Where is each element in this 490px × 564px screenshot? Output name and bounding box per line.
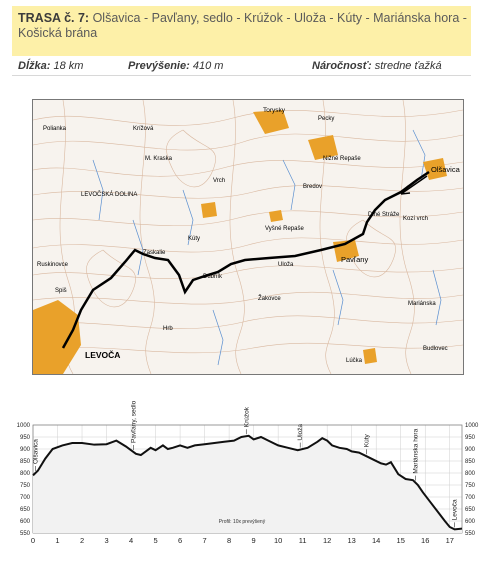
length-stat — [18, 60, 83, 72]
svg-text:Bredov: Bredov — [303, 184, 323, 190]
svg-text:Zaskalie: Zaskalie — [143, 250, 166, 256]
y-tick-label: 750 — [19, 483, 30, 489]
x-tick-label: 7 — [202, 536, 207, 545]
elevation-stat — [128, 60, 223, 72]
annotation-label: Olšavica — [32, 439, 40, 464]
difficulty-value: stredne ťažká — [374, 60, 442, 72]
y-tick-label-right: 1000 — [465, 423, 479, 429]
annotation-label: Levoča — [451, 499, 459, 521]
y-tick-label: 600 — [19, 519, 30, 525]
x-tick-label: 3 — [104, 536, 109, 545]
y-tick-label-right: 800 — [465, 471, 476, 477]
svg-text:Olšavica: Olšavica — [431, 165, 460, 174]
svg-text:Dubník: Dubník — [203, 274, 223, 280]
svg-text:Vrch: Vrch — [213, 178, 226, 184]
y-tick-label: 550 — [19, 531, 30, 537]
y-tick-label: 950 — [19, 435, 30, 441]
y-tick-label-right: 850 — [465, 459, 476, 465]
profile-chart — [0, 400, 490, 559]
svg-text:Nižné Repaše: Nižné Repaše — [323, 156, 361, 162]
x-tick-label: 10 — [273, 536, 283, 545]
y-tick-label-right: 950 — [465, 435, 476, 441]
map-canvas — [33, 100, 463, 374]
svg-text:Pavľany: Pavľany — [341, 255, 369, 264]
length-label: Dĺžka: — [18, 60, 51, 72]
y-tick-label: 850 — [19, 459, 30, 465]
y-tick-label-right: 600 — [465, 519, 476, 525]
svg-text:Spiš: Spiš — [55, 288, 67, 294]
y-tick-label: 650 — [19, 507, 30, 513]
x-tick-label: 13 — [347, 536, 356, 545]
route-stops: Olšavica - Pavľany, sedlo - Krúžok - Uloža - Kúty - Mariánska hora - Košická brána — [18, 11, 467, 40]
profile-caption: Profil: 10x prevýšený — [218, 519, 266, 525]
x-tick-label: 12 — [322, 536, 332, 545]
svg-text:Mariánska: Mariánska — [408, 301, 436, 307]
svg-text:Žakovce: Žakovce — [258, 296, 281, 302]
topo-map[interactable] — [32, 99, 464, 375]
svg-text:Kúty: Kúty — [188, 236, 201, 242]
svg-text:LEVOČA: LEVOČA — [85, 350, 121, 360]
y-tick-label-right: 650 — [465, 507, 476, 513]
y-tick-label: 1000 — [16, 423, 30, 429]
annotation-label: Pavľany, sedlo — [130, 400, 138, 443]
x-tick-label: 8 — [227, 536, 232, 545]
y-tick-label-right: 750 — [465, 483, 476, 489]
svg-text:Hrb: Hrb — [163, 326, 173, 332]
elevation-label: Prevýšenie: — [128, 60, 190, 72]
streams — [93, 130, 441, 365]
x-tick-label: 15 — [396, 536, 405, 545]
map-labels — [37, 107, 461, 364]
y-tick-label-right: 900 — [465, 447, 476, 453]
annotation-label: Kúty — [363, 434, 371, 448]
elevation-value: 410 m — [192, 60, 224, 72]
difficulty-label: Náročnosť: — [312, 60, 372, 72]
x-tick-label: 17 — [445, 536, 454, 545]
x-tick-label: 0 — [30, 536, 36, 545]
svg-text:Kozí vrch: Kozí vrch — [403, 216, 429, 222]
svg-text:Dlhé Stráže: Dlhé Stráže — [368, 212, 400, 218]
y-tick-label: 900 — [19, 447, 30, 453]
difficulty-stat — [312, 60, 442, 72]
svg-text:Torysky: Torysky — [263, 107, 286, 114]
x-tick-label: 5 — [153, 536, 158, 545]
svg-text:Lúčka: Lúčka — [346, 358, 363, 364]
svg-text:M. Kraska: M. Kraska — [145, 156, 173, 162]
length-value: 18 km — [53, 60, 84, 72]
x-tick-label: 2 — [79, 536, 85, 545]
svg-text:Vyšné Repaše: Vyšné Repaše — [265, 226, 304, 232]
annotation-label: Uloža — [297, 423, 305, 441]
y-tick-label: 700 — [19, 495, 30, 501]
route-title — [18, 11, 470, 41]
x-tick-label: 16 — [421, 536, 430, 545]
svg-text:LEVOČSKÁ DOLINA: LEVOČSKÁ DOLINA — [81, 192, 138, 198]
y-tick-label-right: 550 — [465, 531, 476, 537]
x-tick-label: 1 — [55, 536, 60, 545]
route-number: TRASA č. 7: — [18, 11, 90, 25]
header-divider — [12, 75, 471, 76]
svg-text:Uloža: Uloža — [278, 262, 294, 268]
x-tick-label: 11 — [298, 536, 307, 545]
settlements — [33, 110, 447, 374]
annotation-label: Krúžok — [243, 406, 251, 428]
x-tick-label: 4 — [128, 536, 134, 545]
x-tick-label: 9 — [251, 536, 256, 545]
svg-text:Ruskinovce: Ruskinovce — [37, 262, 69, 268]
y-tick-label: 800 — [19, 471, 30, 477]
x-tick-label: 14 — [372, 536, 381, 545]
annotation-label: Mariánska hora — [412, 428, 420, 474]
elevation-profile — [0, 400, 490, 564]
svg-text:Pecky: Pecky — [318, 116, 335, 122]
contour-lines — [33, 100, 463, 374]
y-tick-label-right: 700 — [465, 495, 476, 501]
svg-text:Budlovec: Budlovec — [423, 346, 448, 352]
svg-text:Krížová: Krížová — [133, 126, 154, 132]
x-tick-label: 6 — [177, 536, 183, 545]
svg-text:Polianka: Polianka — [43, 126, 67, 132]
